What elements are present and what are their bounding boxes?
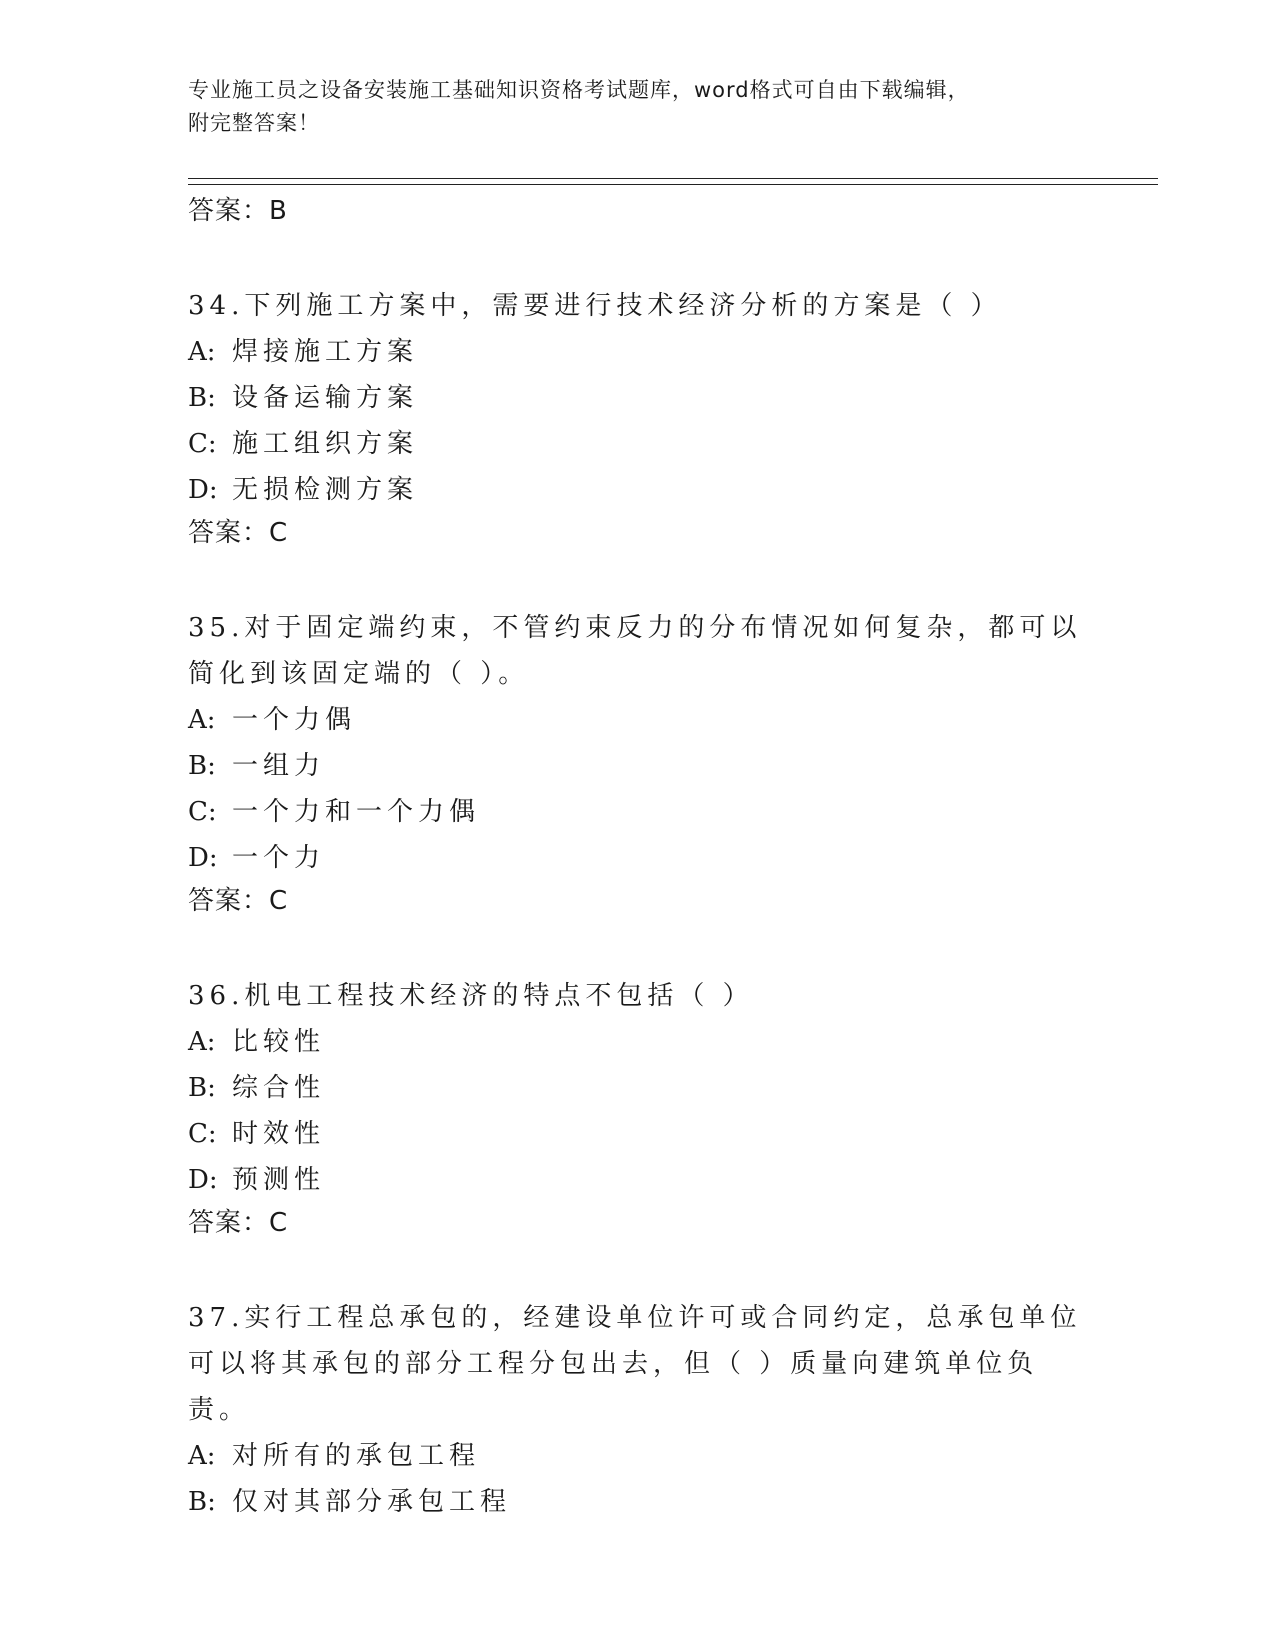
option-letter: D: (188, 1165, 218, 1195)
question-34: 34.下列施工方案中，需要进行技术经济分析的方案是（ ） (188, 291, 1002, 321)
option-letter: A: (188, 705, 216, 735)
option-letter: B: (188, 1487, 216, 1517)
option-text: 对所有的承包工程 (232, 1441, 481, 1471)
question-37: 37.实行工程总承包的，经建设单位许可或合同约定，总承包单位可以将其承包的部分工程分包出去，但（ ）质量向建筑单位负责。 (188, 1303, 1082, 1425)
option-text: 仅对其部分承包工程 (232, 1487, 512, 1517)
header-line-2: 附完整答案！ (188, 111, 320, 135)
spacer (188, 553, 1088, 605)
option-text: 一个力偶 (232, 705, 357, 735)
question-35: 35.对于固定端约束，不管约束反力的分布情况如何复杂，都可以简化到该固定端的（ ）。 (188, 613, 1082, 689)
option-d (188, 467, 1088, 513)
option-text: 比较性 (232, 1027, 326, 1057)
spacer (188, 921, 1088, 973)
answer-34: 答案：C (188, 518, 289, 548)
option-letter: D: (188, 843, 218, 873)
option-a (188, 697, 1088, 743)
option-b (188, 1479, 1088, 1525)
option-text: 一组力 (232, 751, 326, 781)
option-c (188, 789, 1088, 835)
option-c (188, 421, 1088, 467)
header-line-1: 专业施工员之设备安装施工基础知识资格考试题库，word格式可自由下载编辑， (188, 78, 970, 102)
question-36: 36.机电工程技术经济的特点不包括（ ） (188, 981, 754, 1011)
option-text: 预测性 (232, 1165, 326, 1195)
option-text: 无损检测方案 (232, 475, 419, 505)
answer-36: 答案：C (188, 1208, 289, 1238)
option-letter: C: (188, 429, 217, 459)
option-text: 设备运输方案 (232, 383, 419, 413)
option-text: 综合性 (232, 1073, 326, 1103)
option-letter: A: (188, 1441, 216, 1471)
option-text: 时效性 (232, 1119, 326, 1149)
document-header (188, 74, 1088, 140)
option-letter: B: (188, 383, 216, 413)
option-a (188, 329, 1088, 375)
option-letter: D: (188, 475, 218, 505)
spacer (188, 1243, 1088, 1295)
option-letter: B: (188, 751, 216, 781)
option-text: 一个力和一个力偶 (232, 797, 481, 827)
option-b (188, 1065, 1088, 1111)
option-a (188, 1433, 1088, 1479)
option-letter: A: (188, 337, 216, 367)
option-letter: A: (188, 1027, 216, 1057)
option-c (188, 1111, 1088, 1157)
header-divider-bottom (188, 184, 1158, 185)
option-a (188, 1019, 1088, 1065)
answer-35: 答案：C (188, 886, 289, 916)
option-text: 焊接施工方案 (232, 337, 419, 367)
header-divider-top (188, 178, 1158, 179)
option-text: 施工组织方案 (232, 429, 419, 459)
option-b (188, 743, 1088, 789)
previous-answer: 答案：B (188, 196, 288, 226)
spacer (188, 231, 1088, 283)
question-list (188, 191, 1088, 1525)
option-letter: C: (188, 797, 217, 827)
option-letter: C: (188, 1119, 217, 1149)
option-d (188, 835, 1088, 881)
option-text: 一个力 (232, 843, 326, 873)
option-b (188, 375, 1088, 421)
option-letter: B: (188, 1073, 216, 1103)
option-d (188, 1157, 1088, 1203)
